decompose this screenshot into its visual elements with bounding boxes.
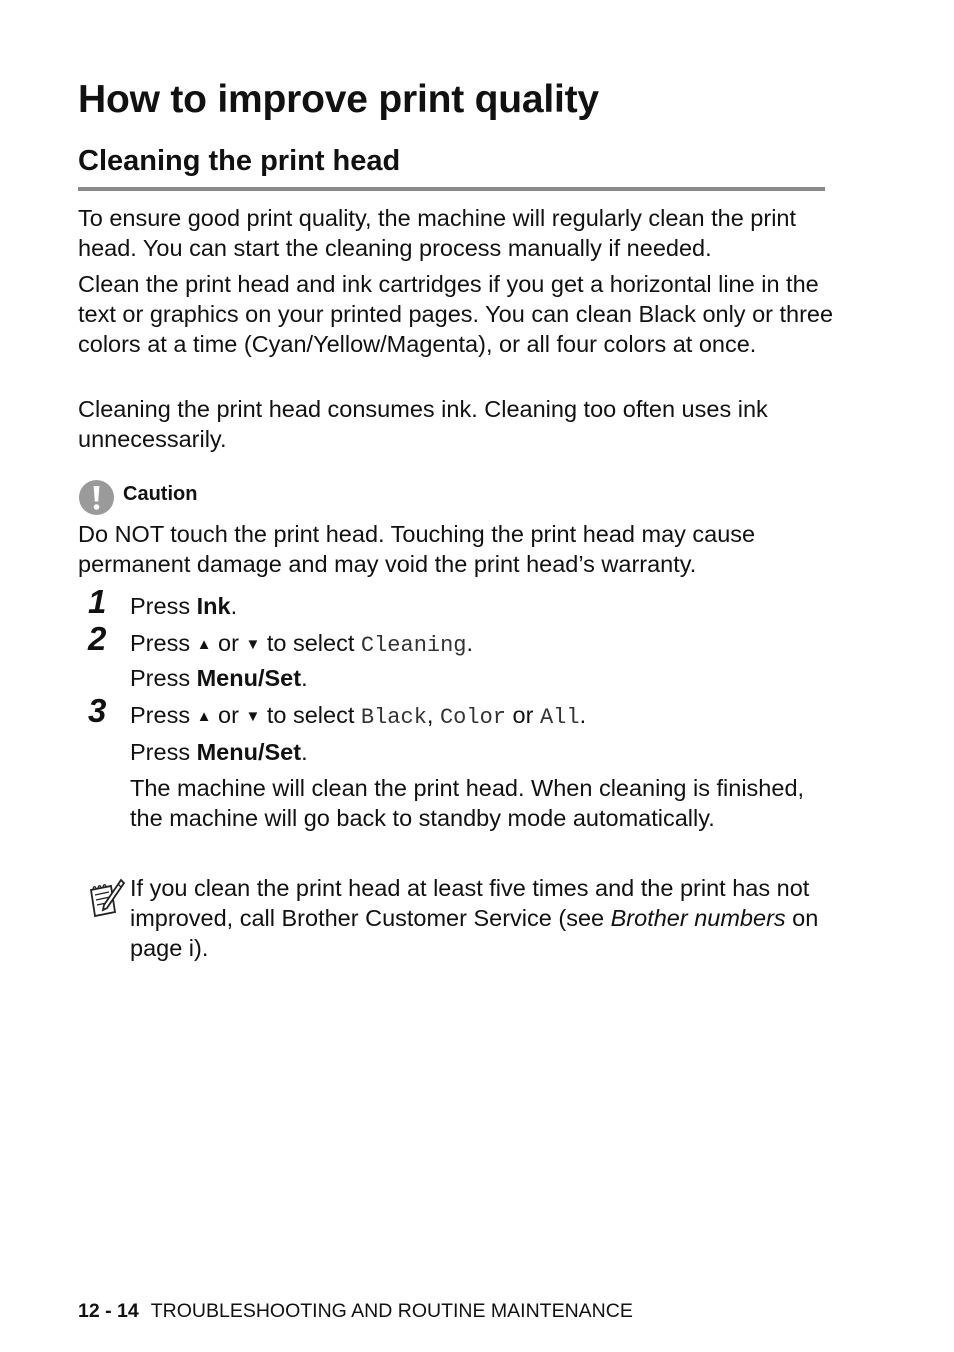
menu-set-key: Menu/Set bbox=[196, 665, 302, 691]
up-arrow-icon: ▲ bbox=[196, 636, 212, 653]
step-3-text: Press ▲ or ▼ to select Black, Color or All. bbox=[130, 702, 587, 730]
section-divider bbox=[78, 187, 825, 191]
option-all: All bbox=[539, 705, 580, 730]
page-footer bbox=[78, 1300, 633, 1323]
down-arrow-icon: ▼ bbox=[245, 636, 261, 653]
step-number: 3 bbox=[88, 692, 107, 729]
exclamation-icon bbox=[79, 480, 114, 515]
step-2-press-menu: Press Menu/Set. bbox=[130, 665, 308, 691]
chapter-title: TROUBLESHOOTING AND ROUTINE MAINTENANCE bbox=[150, 1300, 633, 1322]
down-arrow-icon: ▼ bbox=[245, 708, 261, 725]
ink-usage-paragraph: Cleaning the print head consumes ink. Cleaning too often uses ink unnecessarily. bbox=[78, 396, 768, 452]
page-title: How to improve print quality bbox=[78, 78, 599, 121]
step-3-description: The machine will clean the print head. When cleaning is finished, the machine will go back to standby mode automatically. bbox=[130, 775, 805, 831]
note-text: If you clean the print head at least five times and the print has not improved, call Brother Customer Service (see Brother numbers on page i). bbox=[130, 875, 819, 961]
page-number: 12 - 14 bbox=[78, 1300, 139, 1322]
step-2-text: Press ▲ or ▼ to select Cleaning. bbox=[130, 630, 474, 658]
option-black: Black bbox=[360, 705, 427, 730]
brother-numbers-reference: Brother numbers bbox=[610, 905, 786, 931]
ink-key: Ink bbox=[196, 593, 231, 619]
menu-set-key: Menu/Set bbox=[196, 739, 302, 765]
up-arrow-icon: ▲ bbox=[196, 708, 212, 725]
option-cleaning: Cleaning bbox=[360, 633, 467, 658]
caution-text: Do NOT touch the print head. Touching the print head may cause permanent damage and may void the print head’s warranty. bbox=[78, 521, 756, 577]
note-pencil-icon bbox=[85, 878, 125, 927]
option-color: Color bbox=[439, 705, 506, 730]
step-number: 2 bbox=[88, 620, 107, 657]
intro-paragraph: To ensure good print quality, the machine will regularly clean the print head. You can start the cleaning process manually if needed. bbox=[78, 205, 797, 261]
section-title: Cleaning the print head bbox=[78, 145, 401, 177]
step-1-text: Press Ink. bbox=[130, 593, 238, 619]
cleaning-paragraph: Clean the print head and ink cartridges if you get a horizontal line in the text or graphics on your printed pages. You can clean Black only or three colors at a time (Cyan/Yellow/Magenta), or all four colors at once. bbox=[78, 271, 834, 357]
step-3-press-menu: Press Menu/Set. bbox=[130, 739, 308, 765]
step-number: 1 bbox=[88, 583, 107, 620]
caution-title: Caution bbox=[123, 483, 198, 505]
